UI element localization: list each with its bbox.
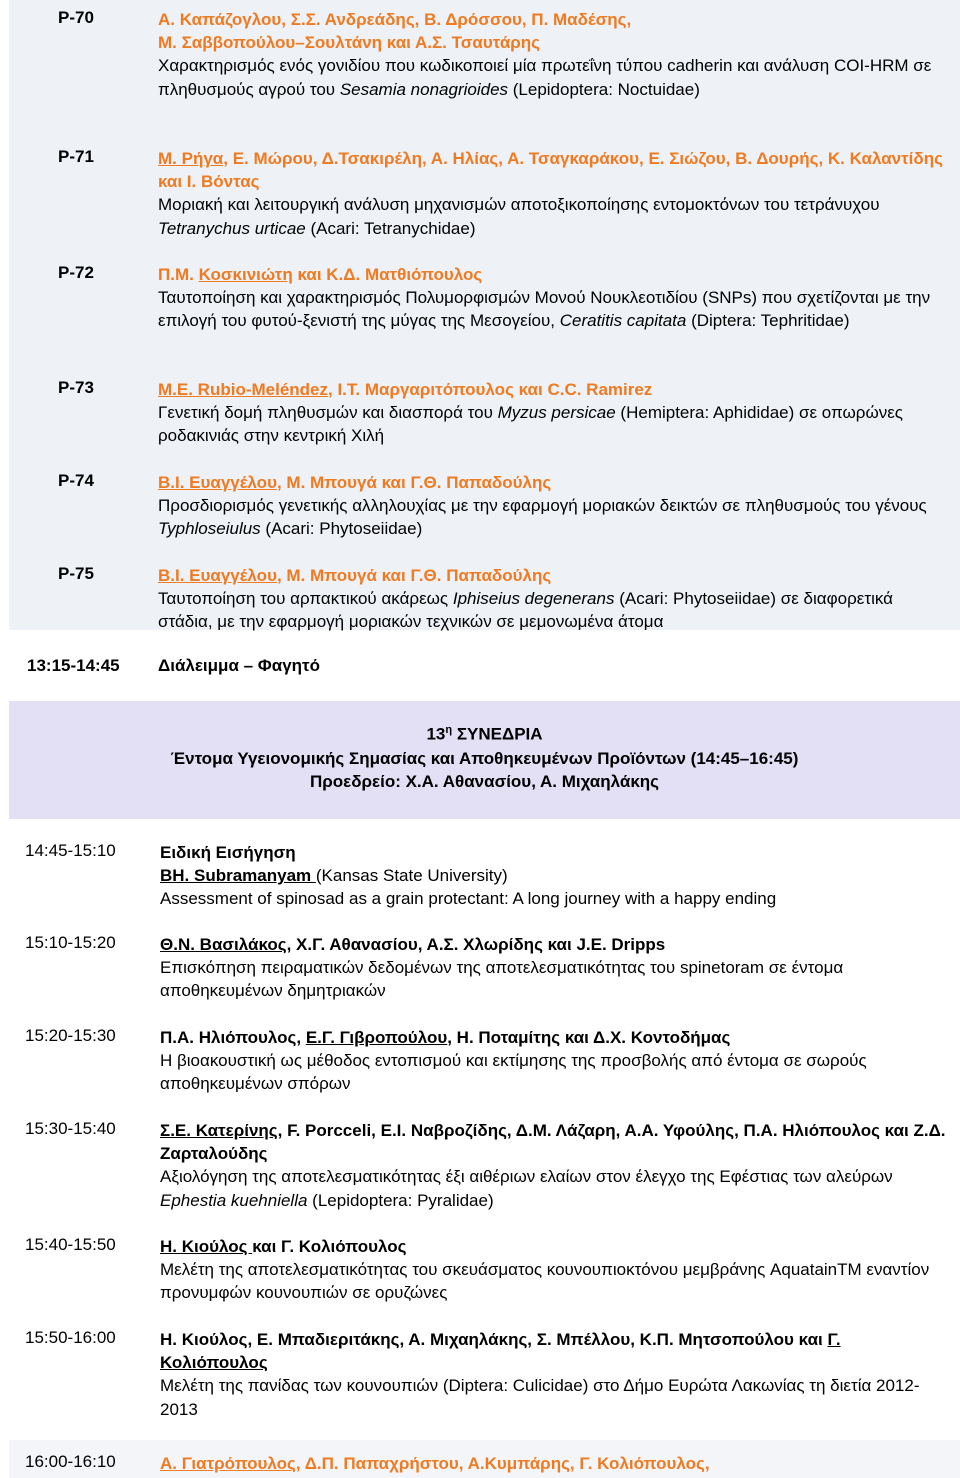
species-name: Iphiseius degenerans bbox=[452, 589, 615, 609]
talk-authors bbox=[160, 933, 950, 956]
talk-authors bbox=[160, 1026, 950, 1049]
title-text: Ταυτοποίηση του αρπακτικού ακάρεως bbox=[158, 589, 453, 609]
talk-title: Assessment of spinosad as a grain protectant: A long journey with a happy ending bbox=[160, 889, 777, 909]
co-authors: , Χ.Γ. Αθανασίου, Α.Σ. Χλωρίδης και J.E. Dripps bbox=[286, 935, 666, 954]
talk-title: Μελέτη της αποτελεσματικότητας του σκευάσματος κουνουπιοκτόνου μεμβράνης AquatainTM εναντίον προνυμφών κουνουπιών σε ορυζώνες bbox=[160, 1260, 930, 1303]
talk-time: 15:30-15:40 bbox=[25, 1119, 116, 1138]
authors-line-2: Μ. Σαββοπούλου–Σουλτάνη και Α.Σ. Τσαυτάρης bbox=[158, 33, 541, 53]
poster-title bbox=[158, 286, 950, 332]
poster-code: P-70 bbox=[58, 8, 94, 27]
poster-code: P-75 bbox=[58, 564, 94, 583]
presenting-author: Ε.Γ. Γιβροπούλου bbox=[305, 1028, 448, 1047]
poster-authors bbox=[158, 263, 950, 286]
talk-body bbox=[160, 1452, 950, 1475]
lunch-label: Διάλειμμα – Φαγητό bbox=[158, 656, 321, 675]
title-text: Αξιολόγηση της αποτελεσματικότητας έξι αιθέριων ελαίων στον έλεγχο της Εφέστιας των αλεύρων bbox=[160, 1167, 893, 1187]
talk-authors bbox=[160, 1235, 950, 1258]
presenting-author: Β.Ι. Ευαγγέλου bbox=[158, 566, 277, 585]
poster-body bbox=[158, 564, 950, 634]
title-suffix: (Acari: Phytoseiidae) σε διαφορετικά στάδια, με την εφαρμογή μοριακών τεχνικών σε μεμονωμένα άτομα bbox=[158, 589, 893, 632]
species-name: Ephestia kuehniella bbox=[160, 1190, 308, 1210]
talk-body bbox=[160, 1026, 950, 1096]
talk-time: 14:45-15:10 bbox=[25, 841, 116, 860]
session-header bbox=[9, 701, 960, 819]
title-suffix: (Lepidoptera: Noctuidae) bbox=[508, 79, 700, 99]
talk-time: 15:40-15:50 bbox=[25, 1235, 116, 1254]
title-text: Ταυτοποίηση και χαρακτηρισμός Πολυμορφισμών Μονού Νουκλεοτιδίου (SNPs) που σχετίζονται με την επιλογή του φυτού-ξενιστή της μύγας της Μεσογείου, bbox=[158, 288, 931, 331]
poster-title bbox=[158, 494, 950, 540]
co-authors: , F. Porcceli, Ε.Ι. Ναβροζίδης, Δ.Μ. Λάζαρη, Α.Α. Υφούλης, Π.Α. Ηλιόπουλος και Ζ.Δ. Ζαρταλούδης bbox=[160, 1121, 946, 1164]
poster-title bbox=[158, 587, 950, 633]
authors-prefix: Η. Κιούλος, Ε. Μπαδιεριτάκης, Α. Μιχαηλάκης, Σ. Μπέλλου, Κ.Π. Μητσοπούλου και bbox=[160, 1330, 828, 1349]
species-name: Typhloseiulus bbox=[158, 519, 261, 539]
session-number bbox=[9, 724, 960, 745]
presenting-author: Κοσκινιώτη bbox=[198, 265, 293, 284]
talk-authors bbox=[160, 864, 950, 887]
co-authors: , I.T. Μαργαριτόπουλος και C.C. Ramirez bbox=[328, 380, 653, 399]
session-chairs: Προεδρείο: Χ.Α. Αθανασίου, Α. Μιχαηλάκης bbox=[309, 772, 660, 791]
authors-prefix: Π.Α. Ηλιόπουλος, bbox=[160, 1028, 306, 1047]
poster-title bbox=[158, 401, 950, 447]
title-text: Μοριακή και λειτουργική ανάλυση μηχανισμών αποτοξικοποίησης εντομοκτόνων του τετράνυχου bbox=[158, 195, 880, 215]
poster-code: P-73 bbox=[58, 378, 94, 397]
co-authors: , Δ.Π. Παπαχρήστου, Α.Κυμπάρης, Γ. Κολιόπουλος, bbox=[295, 1454, 710, 1473]
talk-time: 15:50-16:00 bbox=[25, 1328, 116, 1347]
title-text: Χαρακτηρισμός ενός γονιδίου που κωδικοποιεί μία πρωτεΐνη τύπου cadherin και ανάλυση COI-HRM σε πληθυσμούς αγρού του bbox=[158, 56, 932, 99]
poster-title bbox=[158, 54, 950, 100]
poster-authors bbox=[158, 471, 950, 494]
presenting-author: BH. Subramanyam bbox=[160, 866, 316, 886]
poster-authors bbox=[158, 378, 950, 401]
talk-title: Επισκόπηση πειραματικών δεδομένων της αποτελεσματικότητας του spinetoram σε έντομα αποθηκευμένων δημητριακών bbox=[160, 958, 844, 1001]
poster-body bbox=[158, 471, 950, 541]
title-suffix: (Acari: Tetranychidae) bbox=[305, 218, 476, 238]
poster-code: P-72 bbox=[58, 263, 94, 282]
title-suffix: (Acari: Phytoseiidae) bbox=[260, 519, 423, 539]
presenting-author: Μ. Ρήγα bbox=[158, 149, 224, 168]
talk-label: Ειδική Εισήγηση bbox=[160, 843, 296, 862]
talk-title bbox=[160, 1165, 950, 1211]
talk-title: Μελέτη της πανίδας των κουνουπιών (Diptera: Culicidae) στο Δήμο Ευρώτα Λακωνίας τη διετία 2012-2013 bbox=[160, 1376, 920, 1419]
presenting-author: Σ.Ε. Κατερίνης bbox=[160, 1121, 278, 1140]
species-name: Sesamia nonagrioides bbox=[339, 79, 509, 99]
presenting-author: Γ. Κολιόπουλος bbox=[160, 1330, 841, 1373]
session-title: Έντομα Υγειονομικής Σημασίας και Αποθηκευμένων Προϊόντων (14:45–16:45) bbox=[170, 749, 799, 768]
presenting-author: Α. Γιατρόπουλος bbox=[160, 1454, 296, 1473]
presenting-author: M.E. Rubio-Meléndez bbox=[158, 380, 328, 399]
title-text: Γενετική δομή πληθυσμών και διασπορά του bbox=[158, 403, 498, 423]
title-text: Προσδιορισμός γενετικής αλληλουχίας με την εφαρμογή μοριακών δεικτών σε πληθυσμούς του γένους bbox=[158, 496, 927, 516]
title-suffix: (Diptera: Tephritidae) bbox=[686, 311, 850, 331]
talk-body bbox=[160, 933, 950, 1003]
talk-authors bbox=[160, 1328, 950, 1374]
species-name: Myzus persicae bbox=[497, 403, 616, 423]
poster-authors bbox=[158, 147, 950, 193]
lunch-time: 13:15-14:45 bbox=[27, 656, 120, 675]
title-suffix: (Hemiptera: Aphididae) σε οπωρώνες ροδακινιάς στην κεντρική Χιλή bbox=[158, 403, 904, 446]
presenting-author: Θ.Ν. Βασιλάκος bbox=[160, 935, 287, 954]
co-authors: , Μ. Μπουγά και Γ.Θ. Παπαδούλης bbox=[276, 566, 552, 585]
talk-body bbox=[160, 1235, 950, 1305]
presenting-author: Η. Κιούλος bbox=[160, 1237, 253, 1256]
poster-title bbox=[158, 193, 950, 239]
species-name: Tetranychus urticae bbox=[158, 218, 306, 238]
poster-authors bbox=[158, 8, 950, 54]
talk-body bbox=[160, 1119, 950, 1212]
poster-authors bbox=[158, 564, 950, 587]
poster-code: P-71 bbox=[58, 147, 94, 166]
co-authors: και Κ.Δ. Ματθιόπουλος bbox=[292, 265, 483, 284]
co-authors: , Μ. Μπουγά και Γ.Θ. Παπαδούλης bbox=[276, 473, 552, 492]
poster-body bbox=[158, 378, 950, 448]
poster-body bbox=[158, 147, 950, 240]
co-authors: , Η. Ποταμίτης και Δ.Χ. Κοντοδήμας bbox=[447, 1028, 731, 1047]
poster-body bbox=[158, 8, 950, 101]
talk-title: Η βιοακουστική ως μέθοδος εντοπισμού και εκτίμησης της προσβολής από έντομα σε σωρούς αποθηκευμένων σπόρων bbox=[160, 1051, 867, 1094]
session-number-ordinal: η bbox=[445, 724, 453, 736]
talk-authors bbox=[160, 1452, 950, 1475]
talk-time: 16:00-16:10 bbox=[25, 1452, 116, 1471]
talk-time: 15:20-15:30 bbox=[25, 1026, 116, 1045]
talk-body bbox=[160, 841, 950, 911]
title-suffix: (Lepidoptera: Pyralidae) bbox=[307, 1190, 494, 1210]
authors-line-1: Α. Καπάζογλου, Σ.Σ. Ανδρεάδης, Β. Δρόσσου, Π. Μαδέσης, bbox=[158, 10, 632, 29]
co-authors: και Γ. Κολιόπουλος bbox=[252, 1237, 407, 1256]
affiliation: (Kansas State University) bbox=[315, 866, 508, 886]
co-authors: , Ε. Μώρου, Δ.Τσακιρέλη, Α. Ηλίας, Α. Τσαγκαράκου, Ε. Σιώζου, Β. Δουρής, Κ. Καλαντίδης και Ι. Βόντας bbox=[158, 149, 943, 192]
species-name: Ceratitis capitata bbox=[559, 311, 687, 331]
session-number-value: 13 bbox=[426, 724, 446, 744]
talk-body bbox=[160, 1328, 950, 1421]
poster-code: P-74 bbox=[58, 471, 94, 490]
talk-authors bbox=[160, 1119, 950, 1165]
presenting-author: Β.Ι. Ευαγγέλου bbox=[158, 473, 277, 492]
author-prefix: Π.Μ. bbox=[158, 265, 199, 284]
session-number-suffix: ΣΥΝΕΔΡΙΑ bbox=[452, 724, 543, 744]
talk-time: 15:10-15:20 bbox=[25, 933, 116, 952]
poster-body bbox=[158, 263, 950, 333]
